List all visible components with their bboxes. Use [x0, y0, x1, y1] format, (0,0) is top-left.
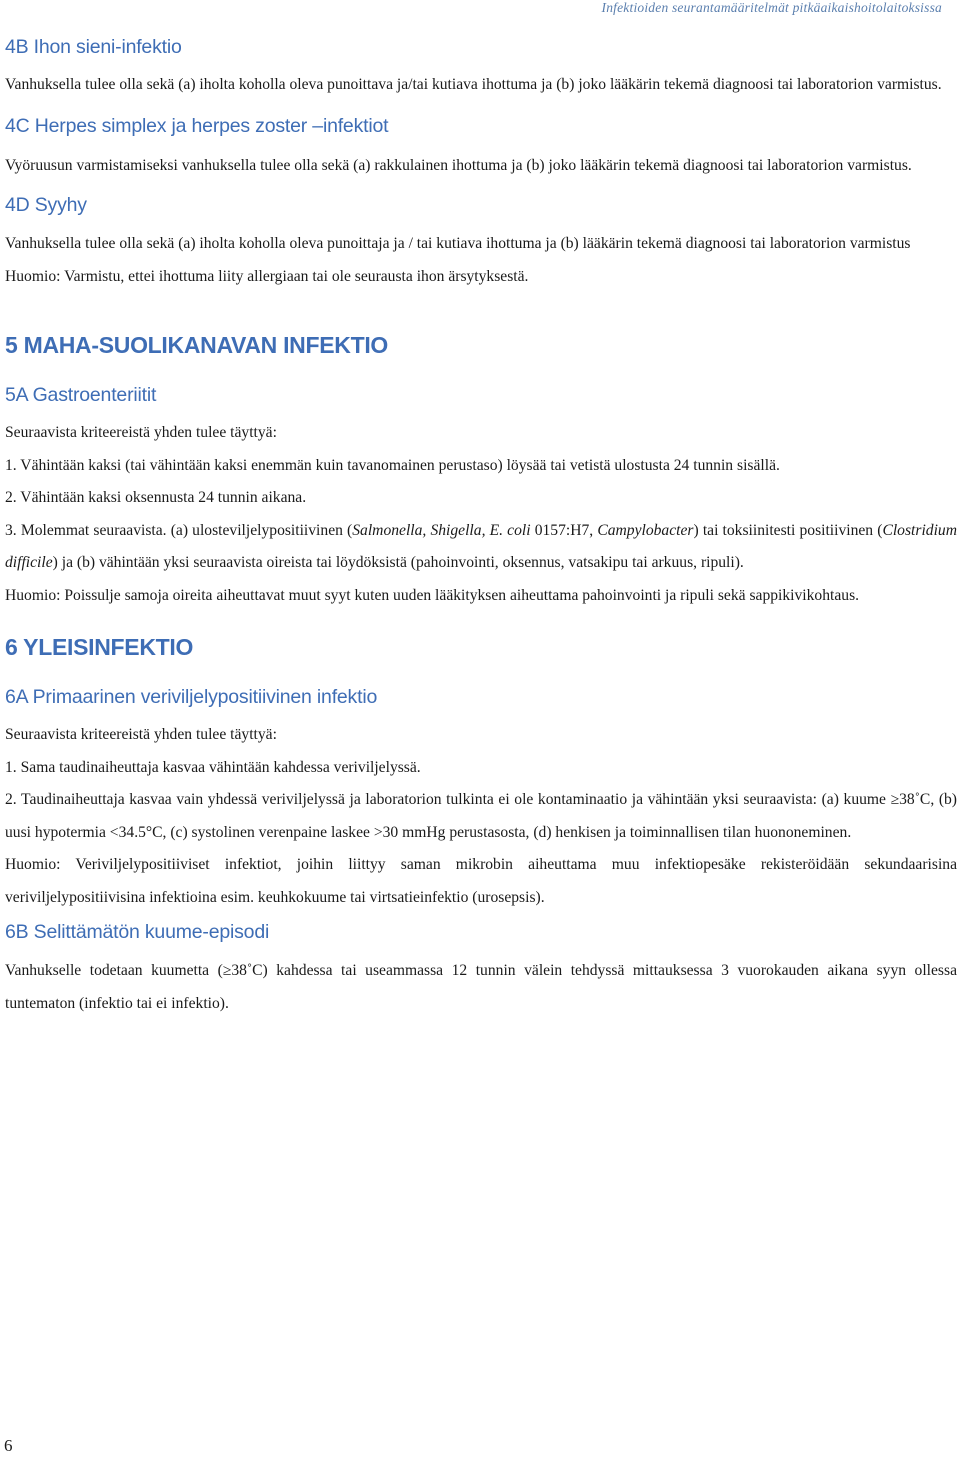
note-4d: Huomio: Varmistu, ettei ihottuma liity allergiaan tai ole seurausta ihon ärsytyksestä.	[5, 267, 529, 285]
intro-6a: Seuraavista kriteereistä yhden tulee täyttyä:	[5, 726, 277, 743]
criterion-5a-3	[5, 515, 957, 580]
running-header: Infektioiden seurantamääritelmät pitkäaikaishoitolaitoksissa	[601, 0, 942, 15]
criterion-5a-3-text: 3. Molemmat seuraavista. (a) ulosteviljelypositiivinen (	[5, 521, 353, 539]
heading-6b: 6B Selittämätön kuume-episodi	[5, 921, 270, 943]
heading-section-5: 5 MAHA-SUOLIKANAVAN INFEKTIO	[5, 332, 389, 358]
intro-5a: Seuraavista kriteereistä yhden tulee täyttyä:	[5, 424, 277, 441]
heading-section-6: 6 YLEISINFEKTIO	[5, 634, 194, 660]
heading-4d: 4D Syyhy	[5, 194, 87, 216]
note-5a: Huomio: Poissulje samoja oireita aiheuttavat muut syyt kuten uuden lääkityksen aiheuttama pahoinvointi ja ripuli sekä sappikivikohtaus.	[5, 586, 860, 604]
paragraph-4b: Vanhuksella tulee olla sekä (a) iholta koholla oleva punoittava ja/tai kutiava ihottuma ja (b) joko lääkärin tekemä diagnoosi tai laboratorion varmistus.	[5, 76, 942, 93]
criterion-5a-1: 1. Vähintään kaksi (tai vähintään kaksi enemmän kuin tavanomainen perustaso) löysää tai vetistä ulostusta 24 tunnin sisällä.	[5, 456, 780, 474]
heading-4b: 4B Ihon sieni-infektio	[5, 36, 182, 58]
organism-name: Clostridium difficile	[5, 521, 957, 571]
criterion-5a-2: 2. Vähintään kaksi oksennusta 24 tunnin aikana.	[5, 489, 307, 506]
criterion-6a-2: 2. Taudinaiheuttaja kasvaa vain yhdessä veriviljelyssä ja laboratorion tulkinta ei ole kontaminaatio ja vähintään yksi seuraavista: (a) kuume ≥38˚C, (b) uusi hypotermia <34.5°C, (c) systolinen verenpaine laskee >30 mmHg perustasosta, (d) henkisen ja toiminnallisen tilan huononeminen.	[5, 791, 957, 841]
paragraph-6b: Vanhukselle todetaan kuumetta (≥38˚C) kahdessa tai useammassa 12 tunnin välein tehdyssä mittauksessa 3 vuorokauden aikana syyn ollessa tuntematon (infektio tai ei infektio).	[5, 962, 957, 1012]
criterion-5a-3-text: ) tai toksiinitesti positiivinen (	[693, 521, 883, 539]
page-content	[5, 32, 957, 1020]
paragraph-4d: Vanhuksella tulee olla sekä (a) iholta koholla oleva punoittaja ja / tai kutiava ihottuma ja (b) lääkärin tekemä diagnoosi tai laboratorion varmistus	[5, 235, 911, 252]
criterion-5a-3-text: ) ja (b) vähintään yksi seuraavista oireista tai löydöksistä (pahoinvointi, oksennus, vatsakipu tai arkuus, ripuli).	[52, 554, 744, 571]
heading-5a: 5A Gastroenteriitit	[5, 384, 157, 406]
paragraph-4c: Vyöruusun varmistamiseksi vanhuksella tulee olla sekä (a) rakkulainen ihottuma ja (b) joko lääkärin tekemä diagnoosi tai laboratorion varmistus.	[5, 156, 912, 174]
heading-6a: 6A Primaarinen veriviljelypositiivinen infektio	[5, 686, 378, 708]
organism-names: Salmonella, Shigella, E. coli	[352, 521, 531, 539]
heading-4c: 4C Herpes simplex ja herpes zoster –infektiot	[5, 114, 389, 137]
criterion-6a-1: 1. Sama taudinaiheuttaja kasvaa vähintään kahdessa veriviljelyssä.	[5, 758, 421, 776]
note-6a: Huomio: Veriviljelypositiiviset infektiot, joihin liittyy saman mikrobin aiheuttama muu infektiopesäke rekisteröidään sekundaarisina veriviljelypositiivisina infektioina esim. keuhkokuume tai virtsatieinfektio (urosepsis).	[5, 856, 957, 906]
criterion-5a-3-text: 0157:H7,	[530, 521, 598, 539]
page-number: 6	[4, 1436, 13, 1455]
organism-name: Campylobacter	[597, 521, 694, 539]
